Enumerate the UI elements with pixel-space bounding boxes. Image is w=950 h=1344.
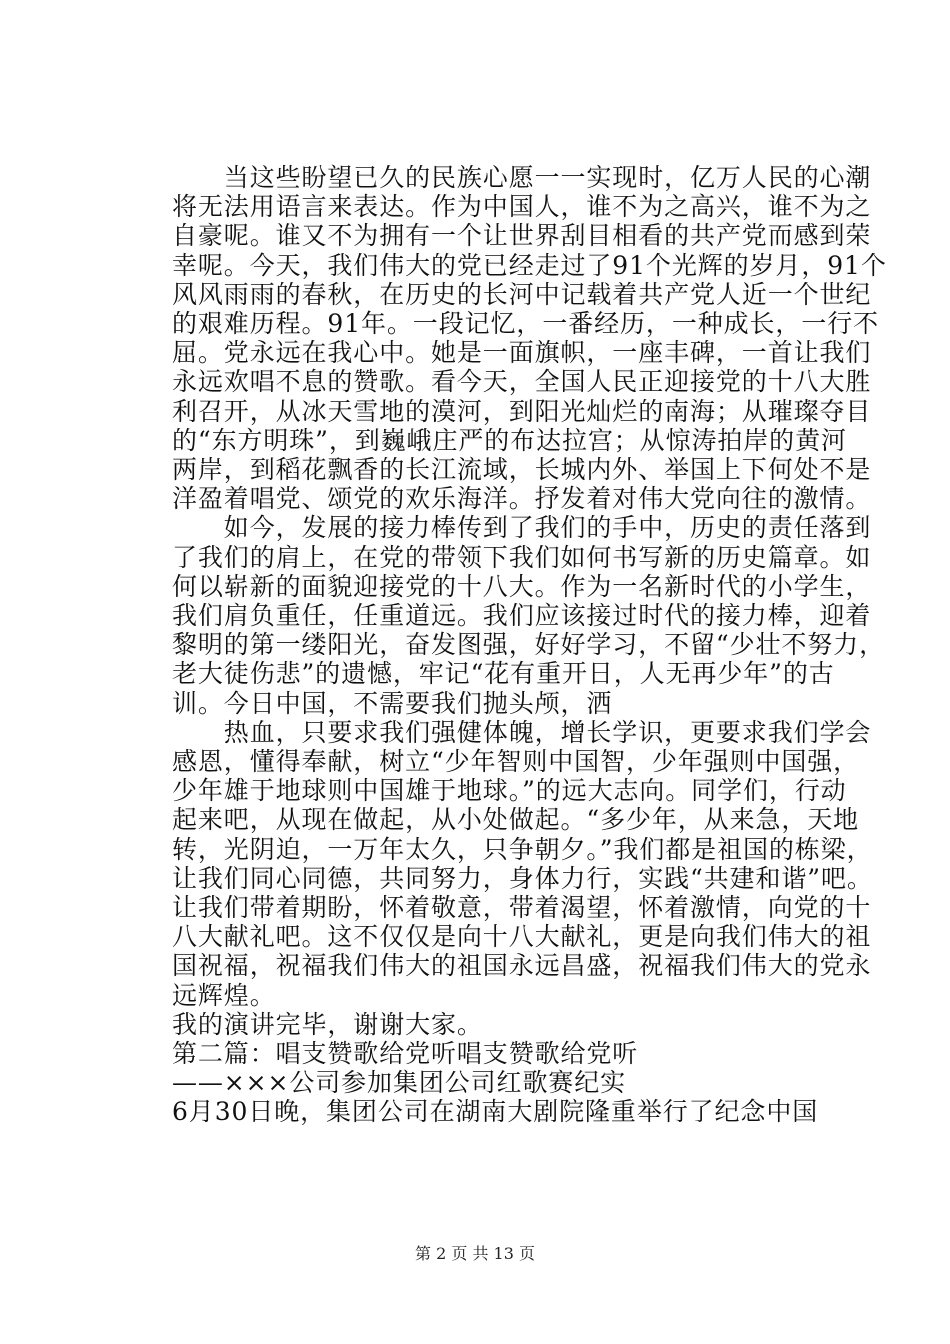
text-line: 幸呢。今天，我们伟大的党已经走过了91个光辉的岁月，91个 — [172, 250, 887, 280]
text-line: 八大献礼吧。这不仅仅是向十八大献礼，更是向我们伟大的祖 — [172, 922, 872, 952]
text-line: 屈。党永远在我心中。她是一面旗帜，一座丰碑，一首让我们 — [172, 338, 872, 368]
text-line: 洋盈着唱党、颂党的欢乐海洋。抒发着对伟大党向往的激情。 — [172, 484, 872, 514]
text-line: 让我们同心同德，共同努力，身体力行，实践“共建和谐”吧。 — [172, 863, 873, 893]
page-footer: 第 2 页 共 13 页 — [415, 1244, 535, 1263]
text-line: 让我们带着期盼，怀着敬意，带着渴望，怀着激情，向党的十 — [172, 893, 872, 922]
text-line: 永远欢唱不息的赞歌。看今天，全国人民正迎接党的十八大胜 — [172, 367, 872, 397]
text-line: 我们肩负重任，任重道远。我们应该接过时代的接力棒，迎着 — [172, 601, 872, 630]
text-line: 老大徒伤悲”的遗憾，牢记“花有重开日，人无再少年”的古 — [172, 659, 835, 689]
text-line: 风风雨雨的春秋，在历史的长河中记载着共产党人近一个世纪 — [172, 279, 872, 309]
text-line: 起来吧，从现在做起，从小处做起。“多少年，从来急，天地 — [172, 805, 860, 835]
text-line: 当这些盼望已久的民族心愿一一实现时，亿万人民的心潮 — [172, 163, 872, 192]
text-line: 了我们的肩上，在党的带领下我们如何书写新的历史篇章。如 — [172, 542, 872, 572]
text-line: 转，光阴迫，一万年太久，只争朝夕。”我们都是祖国的栋梁， — [172, 834, 873, 864]
text-line: 第二篇：唱支赞歌给党听唱支赞歌给党听 — [172, 1039, 639, 1068]
text-line: 将无法用语言来表达。作为中国人，谁不为之高兴，谁不为之 — [172, 192, 872, 222]
text-line: 我的演讲完毕，谢谢大家。 — [172, 1009, 483, 1039]
text-line: 自豪呢。谁又不为拥有一个让世界刮目相看的共产党而感到荣 — [172, 221, 872, 251]
text-line: 6月30日晚，集团公司在湖南大剧院隆重举行了纪念中国 — [172, 1097, 819, 1127]
text-line: ——×××公司参加集团公司红歌赛纪实 — [172, 1068, 627, 1098]
text-line: 黎明的第一缕阳光，奋发图强，好好学习，不留“少壮不努力， — [172, 630, 885, 660]
text-line: 国祝福，祝福我们伟大的祖国永远昌盛，祝福我们伟大的党永 — [172, 951, 872, 981]
text-line: 的艰难历程。91年。一段记忆，一番经历，一种成长，一行不 — [172, 309, 880, 338]
text-line: 热血，只要求我们强健体魄，增长学识，更要求我们学会 — [172, 717, 872, 747]
text-line: 感恩，懂得奉献，树立“少年智则中国智，少年强则中国强， — [172, 747, 860, 776]
text-line: 如今，发展的接力棒传到了我们的手中，历史的责任落到 — [172, 513, 872, 543]
text-line: 何以崭新的面貌迎接党的十八大。作为一名新时代的小学生， — [172, 571, 872, 601]
text-line: 训。今日中国，不需要我们抛头颅，洒 — [172, 688, 613, 718]
text-line: 少年雄于地球则中国雄于地球。”的远大志向。同学们，行动 — [172, 776, 847, 806]
text-line: 利召开，从冰天雪地的漠河，到阳光灿烂的南海；从璀璨夺目 — [172, 396, 872, 426]
text-line: 的“东方明珠”，到巍峨庄严的布达拉宫；从惊涛拍岸的黄河 — [172, 425, 847, 455]
text-line: 两岸，到稻花飘香的长江流域，长城内外、举国上下何处不是 — [172, 455, 872, 484]
text-line: 远辉煌。 — [172, 980, 276, 1010]
